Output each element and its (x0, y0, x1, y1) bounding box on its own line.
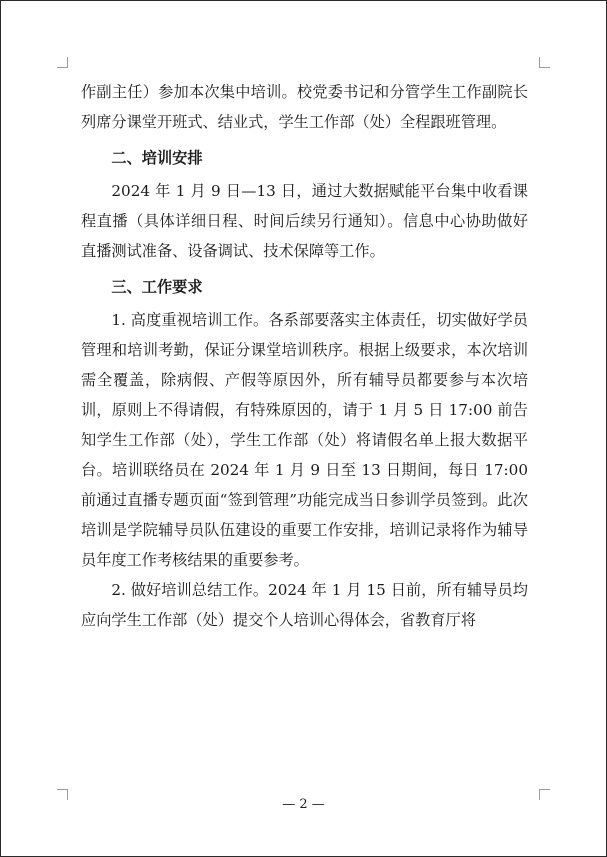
paragraph-requirement-2: 2. 做好培训总结工作。2024 年 1 月 15 日前，所有辅导员均应向学生工作部（处）提交个人培训心得体会，省教育厅将 (81, 581, 528, 629)
paragraph-requirement-1: 1. 高度重视培训工作。各系部要落实主体责任，切实做好学员管理和培训考勤，保证分课堂培训秩序。根据上级要求，本次培训需全覆盖，除病假、产假等原因外，所有辅导员都要参与本次培训，原则上不得请假，有特殊原因的，请于 1 月 5 日 17:00 前告知学生工作部（处），学生工作部（处）将请假名单上报大数据平台。培训联络员在 2024 年 1 月 9 日至 13 日期间，每日 17:00 前通过直播专题页面“签到管理”功能完成当日参训学员签到。此次培训是学院辅导员队伍建设的重要工作安排，培训记录将作为辅导员年度工作考核结果的重要参考。 (81, 311, 528, 569)
crop-mark-top-right (539, 57, 550, 68)
paragraph-continuation: 作副主任）参加本次集中培训。校党委书记和分管学生工作副院长列席分课堂开班式、结业式，学生工作部（处）全程跟班管理。 (81, 83, 528, 131)
paragraph-training-schedule: 2024 年 1 月 9 日—13 日，通过大数据赋能平台集中收看课程直播（具体详细日程、时间后续另行通知）。信息中心协助做好直播测试准备、设备调试、技术保障等工作。 (81, 182, 528, 260)
section-heading-work-requirements: 三、工作要求 (111, 278, 203, 296)
page-number: — 2 — (282, 797, 325, 812)
crop-mark-top-left (57, 57, 68, 68)
document-body (81, 77, 528, 635)
section-heading-training-arrangement: 二、培训安排 (111, 149, 203, 167)
